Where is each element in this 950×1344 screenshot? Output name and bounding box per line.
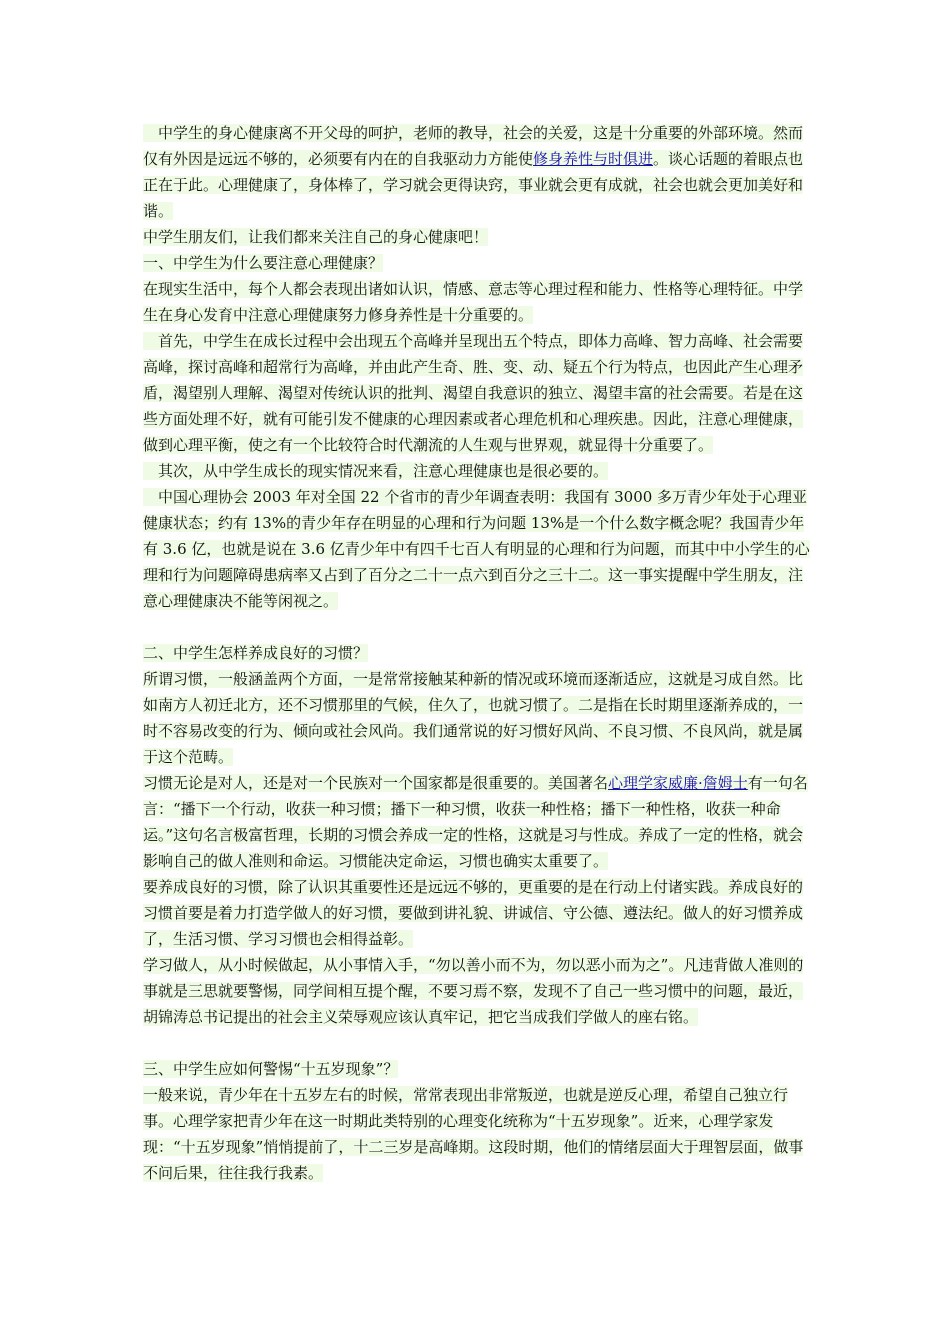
paragraph-text (143, 956, 803, 1026)
paragraph-gap (143, 614, 813, 640)
paragraph-intro (143, 120, 813, 224)
paragraph-p5 (143, 666, 813, 770)
paragraph-h3 (143, 1056, 813, 1082)
inline-link[interactable]: 心理学家威廉·詹姆士 (608, 774, 748, 792)
paragraph-text (143, 254, 383, 272)
paragraph-text (143, 124, 803, 220)
text-run: 学习做人，从小时候做起，从小事情入手，“勿以善小而不为，勿以恶小而为之”。凡违背做人准则的事就是三思就要警惕，同学间相互提个醒，不要习焉不察，发现不了自己一些习惯中的问题，最近，胡锦涛总书记提出的社会主义荣辱观应该认真牢记，把它当成我们学做人的座右铭。 (143, 956, 804, 1026)
paragraph-h1 (143, 250, 813, 276)
paragraph-p1 (143, 276, 813, 328)
text-run: 二、中学生怎样养成良好的习惯？ (143, 644, 369, 662)
paragraph-text (143, 332, 803, 454)
paragraph-text (143, 644, 368, 662)
paragraph-text (143, 670, 803, 766)
paragraph-text (143, 878, 803, 948)
text-run: 习惯无论是对人，还是对一个民族对一个国家都是很重要的。美国著名 (143, 774, 609, 792)
paragraph-appeal (143, 224, 813, 250)
text-run: 在现实生活中，每个人都会表现出诸如认识，情感、意志等心理过程和能力、性格等心理特征。中学生在身心发育中注意心理健康努力修身养性是十分重要的。 (143, 280, 804, 324)
text-run: 要养成良好的习惯，除了认识其重要性还是远远不够的，更重要的是在行动上付诸实践。养成良好的习惯首要是着力打造学做人的好习惯，要做到讲礼貌、讲诚信、守公德、遵法纪。做人的好习惯养成了，生活习惯、学习习惯也会相得益彰。 (143, 878, 804, 948)
paragraph-p4 (143, 484, 813, 614)
text-run: 中学生朋友们，让我们都来关注自己的身心健康吧！ (143, 228, 489, 246)
paragraph-text (143, 280, 803, 324)
document-body (143, 120, 813, 1186)
paragraph-p9 (143, 1082, 813, 1186)
paragraph-text (143, 1086, 803, 1182)
paragraph-text (143, 462, 608, 480)
text-run: 一、中学生为什么要注意心理健康？ (143, 254, 384, 272)
text-run: 中学生的身心健康离不开父母的呵护，老师的教导，社会的关爱，这是十分重要的外部环境。然而仅有外因是远远不够的，必须要有内在的自我驱动力方能使 (143, 124, 804, 168)
text-run: 。谈心话题的着眼点也正在于此。心理健康了，身体棒了，学习就会更得诀窍，事业就会更有成就，社会也就会更加美好和谐。 (143, 150, 804, 220)
paragraph-text (143, 488, 810, 610)
paragraph-p7 (143, 874, 813, 952)
paragraph-text (143, 228, 488, 246)
paragraph-p3 (143, 458, 813, 484)
paragraph-gap (143, 1030, 813, 1056)
paragraph-p8 (143, 952, 813, 1030)
text-run: 三、中学生应如何警惕“十五岁现象”？ (143, 1060, 399, 1078)
text-run: 其次，从中学生成长的现实情况来看，注意心理健康也是很必要的。 (143, 462, 609, 480)
text-run: 首先，中学生在成长过程中会出现五个高峰并呈现出五个特点，即体力高峰、智力高峰、社会需要高峰，探讨高峰和超常行为高峰，并由此产生奇、胜、变、动、疑五个行为特点，也因此产生心理矛盾，渴望别人理解、渴望对传统认识的批判、渴望自我意识的独立、渴望丰富的社会需要。若是在这些方面处理不好，就有可能引发不健康的心理因素或者心理危机和心理疾患。因此，注意心理健康，做到心理平衡，使之有一个比较符合时代潮流的人生观与世界观，就显得十分重要了。 (143, 332, 804, 454)
paragraph-p2 (143, 328, 813, 458)
paragraph-text (143, 1060, 398, 1078)
paragraph-text (143, 774, 808, 870)
inline-link[interactable]: 修身养性与时俱进 (533, 150, 654, 168)
paragraph-h2 (143, 640, 813, 666)
text-run: 中国心理协会 2003 年对全国 22 个省市的青少年调查表明：我国有 3000 多万青少年处于心理亚健康状态；约有 13%的青少年存在明显的心理和行为问题 13%是一个什么数字概念呢？我国青少年有 3.6 亿，也就是说在 3.6 亿青少年中有四千七百人有明显的心理和行为问题，而其中中小学生的心理和行为问题障碍患病率又占到了百分之二十一点六到百分之三十二。这一事实提醒中学生朋友，注意心理健康决不能等闲视之。 (143, 488, 810, 610)
text-run: 一般来说，青少年在十五岁左右的时候，常常表现出非常叛逆，也就是逆反心理，希望自己独立行事。心理学家把青少年在这一时期此类特别的心理变化统称为“十五岁现象”。近来，心理学家发现：“十五岁现象”悄悄提前了，十二三岁是高峰期。这段时期，他们的情绪层面大于理智层面，做事不问后果，往往我行我素。 (143, 1086, 804, 1182)
text-run: 所谓习惯，一般涵盖两个方面，一是常常接触某种新的情况或环境而逐渐适应，这就是习成自然。比如南方人初迁北方，还不习惯那里的气候，住久了，也就习惯了。二是指在长时期里逐渐养成的，一时不容易改变的行为、倾向或社会风尚。我们通常说的好习惯好风尚、不良习惯、不良风尚，就是属于这个范畴。 (143, 670, 804, 766)
paragraph-p6 (143, 770, 813, 874)
text-run: 有一句名言：“播下一个行动，收获一种习惯；播下一种习惯，收获一种性格；播下一种性格，收获一种命运。”这句名言极富哲理，长期的习惯会养成一定的性格，这就是习与性成。养成了一定的性格，就会影响自己的做人准则和命运。习惯能决定命运，习惯也确实太重要了。 (143, 774, 808, 870)
